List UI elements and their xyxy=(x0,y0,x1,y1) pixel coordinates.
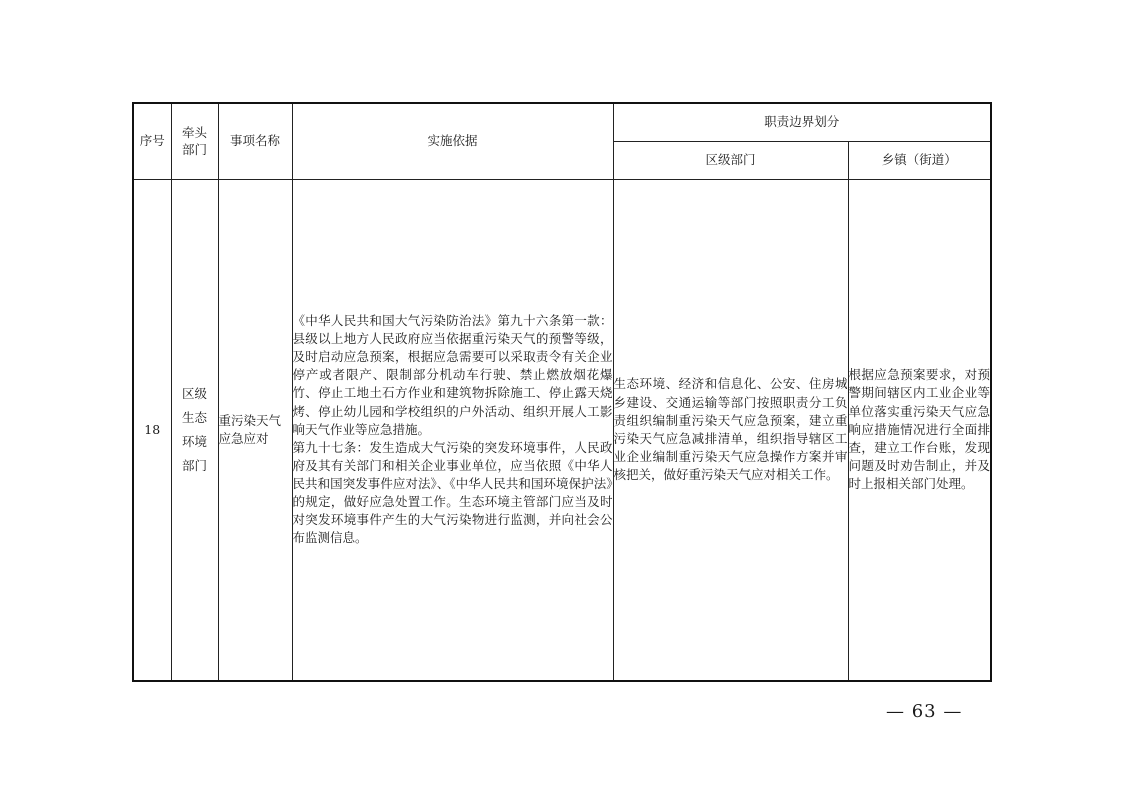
row-basis xyxy=(292,179,613,681)
row-lead-dept-line: 部门 xyxy=(181,457,207,473)
row-lead-dept-line: 生态 xyxy=(181,409,207,425)
basis-paragraph: 第九十七条：发生造成大气污染的突发环境事件，人民政府及其有关部门和相关企业事业单位，应当依照《中华人民共和国突发事件应对法》、《中华人民共和国环境保护法》的规定，做好应急处置工作。生态环境主管部门应当及时对突发环境事件产生的大气污染物进行监测，并向社会公布监测信息。 xyxy=(292,439,613,546)
row-lead-dept-line: 环境 xyxy=(181,433,207,449)
row-lead-dept xyxy=(171,179,218,681)
row-seq: 18 xyxy=(133,179,171,681)
header-seq: 序号 xyxy=(133,103,171,179)
row-township: 根据应急预案要求，对预警期间辖区内工业企业等单位落实重污染天气应急响应措施情况进行全面排查，建立工作台账，发现问题及时劝告制止，并及时上报相关部门处理。 xyxy=(848,179,991,681)
header-lead-dept-line2: 部门 xyxy=(181,142,207,158)
row-item-name: 重污染天气应急应对 xyxy=(218,179,292,681)
row-district: 生态环境、经济和信息化、公安、住房城乡建设、交通运输等部门按照职责分工负责组织编制重污染天气应急预案，建立重污染天气应急减排清单，组织指导辖区工业企业编制重污染天气应急操作方案并审核把关，做好重污染天气应对相关工作。 xyxy=(613,179,848,681)
table-row xyxy=(133,179,991,681)
header-lead-dept-line1: 牵头 xyxy=(181,125,207,141)
page-number: — 63 — xyxy=(886,701,963,722)
duty-boundary-table xyxy=(132,102,992,682)
header-basis: 实施依据 xyxy=(292,103,613,179)
header-township: 乡镇（街道） xyxy=(848,141,991,179)
header-district: 区级部门 xyxy=(613,141,848,179)
header-item-name: 事项名称 xyxy=(218,103,292,179)
header-lead-dept xyxy=(171,103,218,179)
header-row-1 xyxy=(133,103,991,141)
header-boundary: 职责边界划分 xyxy=(613,103,991,141)
row-lead-dept-line: 区级 xyxy=(181,385,207,401)
basis-paragraph: 《中华人民共和国大气污染防治法》第九十六条第一款：县级以上地方人民政府应当依据重污染天气的预警等级，及时启动应急预案，根据应急需要可以采取责令有关企业停产或者限产、限制部分机动车行驶、禁止燃放烟花爆竹、停止工地土石方作业和建筑物拆除施工、停止露天烧烤、停止幼儿园和学校组织的户外活动、组织开展人工影响天气作业等应急措施。 xyxy=(292,312,613,437)
